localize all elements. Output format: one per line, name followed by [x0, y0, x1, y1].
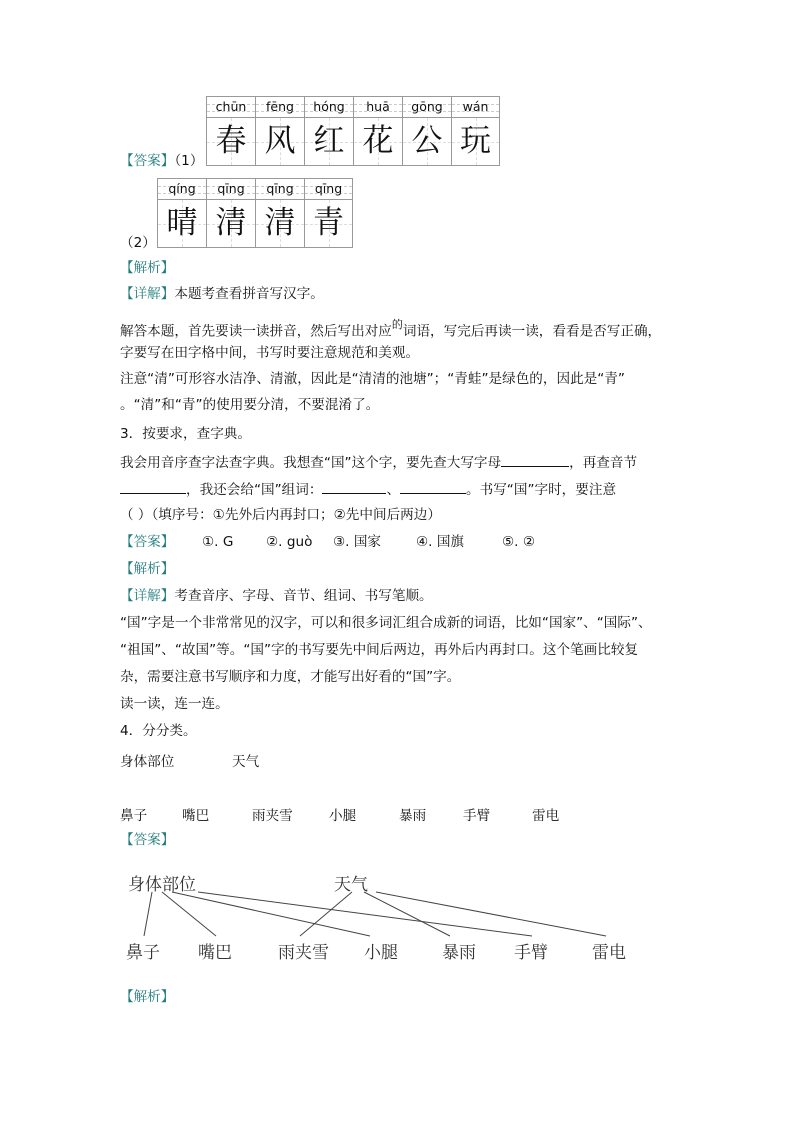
match-line — [162, 892, 216, 936]
pinyin-row — [256, 179, 304, 200]
hanzi-char: 红 — [313, 123, 345, 159]
hanzi-char: 春 — [215, 123, 247, 159]
q3-text-b: ，再查音节 — [569, 455, 638, 471]
hanzi-char: 青 — [313, 205, 344, 241]
pinyin-row — [305, 179, 352, 200]
match-word: 手臂 — [514, 943, 548, 963]
para1-part-a: 解答本题，首先要读一读拼音，然后写出对应 — [120, 323, 392, 340]
pinyin-row — [158, 179, 206, 200]
grid-cell — [304, 178, 353, 248]
pinyin-row — [256, 97, 304, 118]
match-word: 鼻子 — [126, 943, 160, 963]
grid-cell — [206, 178, 255, 248]
match-word: 雷电 — [592, 943, 626, 963]
q3-detail-line — [120, 587, 433, 605]
match-word: 小腿 — [364, 943, 398, 963]
category-body-parts: 身体部位 — [120, 754, 175, 770]
hanzi-box — [452, 118, 499, 165]
pinyin-text: gōng — [411, 99, 443, 114]
q3-para-line-1: “国”字是一个非常常见的汉字，可以和很多词汇组合成新的词语，比如“国家”、“国际”、 — [120, 615, 652, 631]
blank-1[interactable] — [501, 452, 569, 467]
paragraph-2-line-2: 。“清”和“青”的使用要分清，不要混淆了。 — [120, 397, 380, 413]
match-line — [364, 892, 450, 936]
q3-text-a: 我会用音序查字法查字典。我想查“国”这个字，要先查大写字母 — [120, 455, 502, 471]
match-word: 暴雨 — [442, 943, 476, 963]
hanzi-box — [207, 118, 255, 165]
hanzi-char: 花 — [362, 123, 394, 159]
pinyin-text: fēng — [266, 99, 294, 114]
read-connect-line: 读一读，连一连。 — [120, 696, 229, 712]
hanzi-char: 晴 — [166, 205, 198, 241]
blank-4[interactable] — [400, 479, 466, 494]
answer-3: ③. 国家 — [333, 534, 382, 550]
match-word: 雨夹雪 — [278, 943, 329, 963]
match-line — [172, 892, 370, 936]
pinyin-grid-1 — [206, 96, 500, 166]
category-weather: 天气 — [232, 754, 260, 770]
hanzi-box — [403, 118, 451, 165]
q3-text-c: ，我还会给“国”组词： — [186, 482, 323, 498]
q4-title: 4．分分类。 — [120, 723, 197, 739]
answer-1: ①. G — [202, 534, 234, 550]
q3-text-line-1 — [120, 452, 637, 472]
pinyin-text: huā — [366, 99, 390, 114]
word-item: 嘴巴 — [182, 808, 210, 824]
hanzi-box — [256, 200, 304, 247]
match-line — [300, 892, 352, 936]
answer-label: 【答案】 — [120, 534, 175, 550]
answer-2: ②. guò — [266, 534, 313, 550]
hanzi-box — [305, 118, 353, 165]
pinyin-row — [207, 97, 255, 118]
pinyin-text: chūn — [215, 99, 247, 114]
match-word: 嘴巴 — [198, 943, 232, 963]
part1-label: （1） — [174, 153, 204, 169]
q3-para-line-2: “祖国”、“故国”等。“国”字的书写要先中间后两边，再外后内再封口。这个笔画比较复 — [120, 642, 639, 658]
grid-cell — [451, 96, 500, 166]
q3-answer-line — [120, 533, 536, 551]
detail-tag: 【详解】 — [120, 286, 175, 302]
word-item: 暴雨 — [399, 808, 427, 824]
hanzi-box — [158, 200, 206, 247]
match-category-body: 身体部位 — [128, 875, 196, 895]
analysis-tag: 【解析】 — [120, 561, 175, 577]
word-item: 雷电 — [532, 808, 560, 824]
grid-cell — [353, 96, 402, 166]
q3-paren-line: （ ）（填序号：①先外后内再封口；②先中间后两边） — [120, 507, 441, 523]
match-line — [198, 892, 532, 936]
grid-cell — [402, 96, 451, 166]
answer-tag: 【答案】 — [120, 832, 175, 848]
pinyin-row — [207, 179, 255, 200]
matching-diagram — [120, 868, 640, 968]
hanzi-char: 清 — [215, 205, 247, 241]
hanzi-box — [305, 200, 352, 247]
answer-tag — [120, 152, 203, 170]
word-item: 鼻子 — [120, 808, 148, 824]
part2-label — [120, 234, 156, 252]
pinyin-grid-2 — [157, 178, 353, 248]
part2-text: （2） — [120, 235, 156, 251]
para1-sup: 的 — [391, 318, 403, 331]
pinyin-text: hóng — [313, 99, 345, 114]
detail-tag: 【详解】 — [120, 588, 175, 604]
q3-text-e: 。书写“国”字时，要注意 — [466, 482, 617, 498]
word-item: 小腿 — [329, 808, 357, 824]
hanzi-char: 清 — [264, 205, 296, 241]
pinyin-row — [403, 97, 451, 118]
q3-text-d: 、 — [386, 482, 401, 498]
answer-4: ④. 国旗 — [416, 534, 465, 550]
detail-text: 考查音序、字母、音节、组词、书写笔顺。 — [174, 588, 433, 604]
detail-line — [120, 285, 324, 303]
match-line — [144, 892, 152, 936]
pinyin-text: qīng — [266, 181, 294, 196]
answer-label: 【答案】 — [120, 153, 175, 169]
word-item: 雨夹雪 — [252, 808, 293, 824]
hanzi-char: 风 — [264, 123, 296, 159]
hanzi-char: 玩 — [460, 123, 491, 159]
q3-para-line-3: 杂，需要注意书写顺序和力度，才能写出好看的“国”字。 — [120, 669, 461, 685]
detail-text: 本题考查看拼音写汉字。 — [174, 286, 324, 302]
pinyin-row — [305, 97, 353, 118]
pinyin-row — [452, 97, 499, 118]
para1-part-b: 词语，写完后再读一读，看看是否写正确， — [402, 323, 662, 340]
match-line — [376, 892, 606, 936]
grid-cell — [255, 96, 304, 166]
hanzi-char: 公 — [411, 123, 443, 159]
analysis-tag: 【解析】 — [120, 989, 175, 1005]
grid-cell — [255, 178, 304, 248]
grid-cell — [157, 178, 206, 248]
grid-cell — [206, 96, 255, 166]
paragraph-1-line-2: 字要写在田字格中间，书写时要注意规范和美观。 — [120, 345, 420, 361]
analysis-tag: 【解析】 — [120, 260, 175, 276]
hanzi-box — [354, 118, 402, 165]
word-item: 手臂 — [463, 808, 491, 824]
pinyin-text: qíng — [168, 181, 196, 196]
pinyin-text: wán — [462, 99, 489, 114]
blank-2[interactable] — [120, 479, 186, 494]
q3-title: 3．按要求，查字典。 — [120, 426, 251, 442]
hanzi-box — [207, 200, 255, 247]
paragraph-2-line-1: 注意“清”可形容水洁净、清澈，因此是“清清的池塘”；“青蛙”是绿色的，因此是“青” — [120, 371, 625, 387]
match-category-weather: 天气 — [334, 875, 368, 895]
grid-cell — [304, 96, 353, 166]
answer-5: ⑤. ② — [502, 534, 536, 550]
pinyin-text: qīng — [217, 181, 245, 196]
pinyin-text: qīng — [314, 181, 343, 196]
pinyin-row — [354, 97, 402, 118]
q3-text-line-2 — [120, 479, 616, 499]
blank-3[interactable] — [322, 479, 386, 494]
paragraph-1-line-1 — [120, 318, 661, 341]
hanzi-box — [256, 118, 304, 165]
